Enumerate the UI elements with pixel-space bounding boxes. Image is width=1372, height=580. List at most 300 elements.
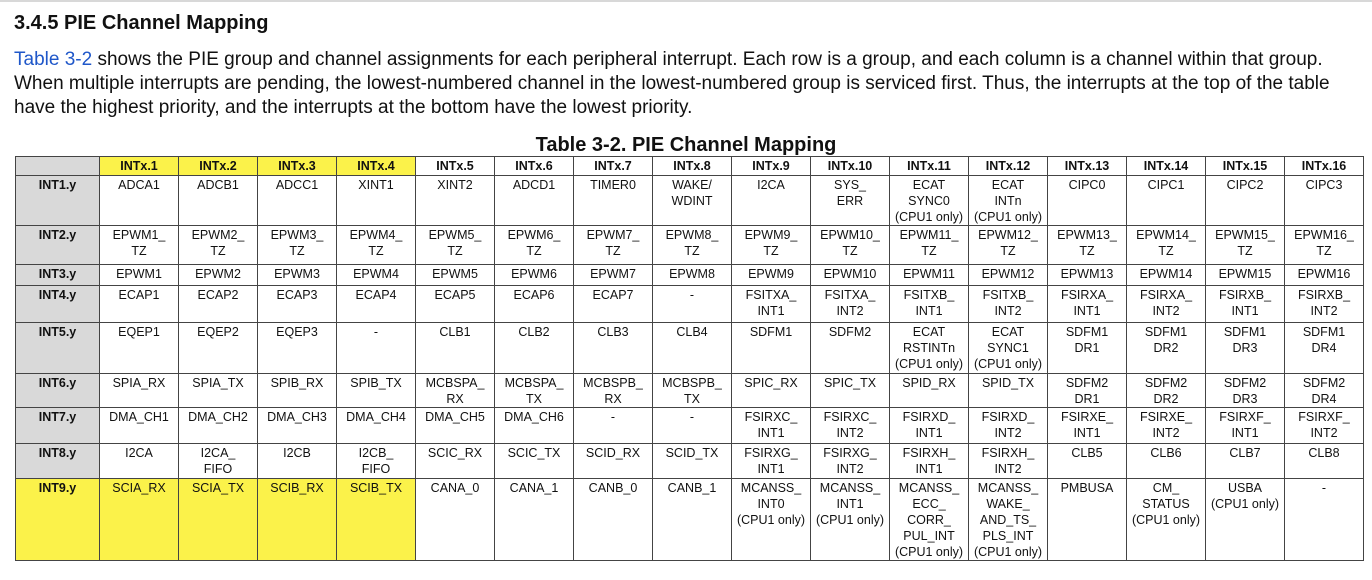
cell-text-line: CANA_0 [430,481,480,495]
table-row [16,408,1364,444]
cell-text-line: SPIA_TX [192,376,244,390]
table-row [16,176,1364,226]
cell-text-line: EPWM8_ [665,228,719,242]
table-cell [179,286,258,323]
cell-text-line: MCBSPA_ [504,376,564,390]
table-cell [890,176,969,226]
cell-text-line: EPWM13 [1060,267,1114,281]
table-cell [653,286,732,323]
cell-text-line: EPWM4_ [349,228,403,242]
cell-text-line: (CPU1 only) [736,513,806,527]
cell-text-line: I2CA [757,178,785,192]
column-header: INTx.9 [732,157,811,176]
cell-text-line: ECAT [991,325,1025,339]
cell-text-line: STATUS [1142,497,1190,511]
cell-text-line: SPIA_RX [112,376,166,390]
cell-text-line: DR2 [1153,341,1179,355]
cell-text-line: EPWM14_ [1136,228,1196,242]
cell-text-line: CLB4 [676,325,708,339]
cell-text-line: FSIRXA_ [1060,288,1114,302]
group-header-cell: INT3.y [16,265,100,286]
table-cell [732,176,811,226]
cell-text-line: FSIRXE_ [1060,410,1114,424]
cell-text-line: SPIC_RX [744,376,798,390]
cell-text-line: SPIB_RX [270,376,324,390]
cell-text-line: ECC_ [912,497,946,511]
table-cell [890,323,969,374]
cell-text-line: EPWM2_ [191,228,245,242]
cell-text-line: EPWM6_ [507,228,561,242]
cell-text-line: DR2 [1153,392,1179,406]
table-cell [179,444,258,479]
table-cell [653,444,732,479]
table-cell [495,286,574,323]
cell-text-line: MCANSS_ [740,481,802,495]
table-cell [811,479,890,561]
cell-text-line: EPWM1_ [112,228,166,242]
table-cell [258,226,337,265]
cell-text-line: FSITXB_ [982,288,1034,302]
table-cell [1206,286,1285,323]
cell-text-line: - [689,288,695,302]
cell-text-line: ERR [836,194,864,208]
group-header-cell: INT8.y [16,444,100,479]
cell-text-line: DMA_CH4 [346,410,406,424]
cell-text-line: CM_ [1152,481,1180,495]
cell-text-line: DMA_CH3 [267,410,327,424]
cell-text-line: DR4 [1311,341,1337,355]
cell-text-line: TZ [605,244,621,258]
cell-text-line: CLB1 [439,325,471,339]
table-cell [574,265,653,286]
table-cell [1206,265,1285,286]
column-header: INTx.12 [969,157,1048,176]
cell-text-line: (CPU1 only) [973,357,1043,371]
cell-text-line: TX [684,392,700,406]
table-link[interactable]: Table 3-2 [14,49,93,70]
table-cell [100,479,179,561]
cell-text-line: FSIRXH_ [902,446,956,460]
table-cell [1127,265,1206,286]
cell-text-line: EPWM11_ [899,228,959,242]
cell-text-line: EPWM1 [116,267,162,281]
table-cell [969,408,1048,444]
table-row [16,374,1364,408]
table-cell [100,265,179,286]
cell-text-line: INT1 [1073,304,1101,318]
table-cell [1285,374,1364,408]
table-cell [179,479,258,561]
cell-text-line: DR4 [1311,392,1337,406]
table-cell [258,265,337,286]
cell-text-line: EPWM3 [274,267,320,281]
cell-text-line: INT1 [757,304,785,318]
table-cell [337,176,416,226]
cell-text-line: SDFM1 [1302,325,1346,339]
table-corner-cell [16,157,100,176]
cell-text-line: FSIRXF_ [1219,410,1271,424]
table-cell [811,323,890,374]
table-cell [890,408,969,444]
section-heading: 3.4.5 PIE Channel Mapping [14,12,269,34]
cell-text-line: WAKE_ [986,497,1030,511]
table-cell [495,176,574,226]
table-cell [179,323,258,374]
cell-text-line: EPWM6 [511,267,557,281]
table-cell [890,265,969,286]
cell-text-line: TZ [289,244,305,258]
table-cell [732,286,811,323]
table-cell [1285,408,1364,444]
cell-text-line: DR1 [1074,392,1100,406]
table-cell [653,265,732,286]
column-header: INTx.16 [1285,157,1364,176]
table-cell [653,408,732,444]
table-cell [100,374,179,408]
table-cell [1206,479,1285,561]
table-cell [1285,479,1364,561]
cell-text-line: CLB2 [518,325,550,339]
cell-text-line: ADCA1 [118,178,160,192]
table-cell [416,408,495,444]
cell-text-line: INT2 [1152,304,1180,318]
cell-text-line: ADCB1 [197,178,239,192]
cell-text-line: INT0 [757,497,785,511]
cell-text-line: USBA [1227,481,1263,495]
cell-text-line: INT1 [1073,426,1101,440]
column-header: INTx.3 [258,157,337,176]
cell-text-line: SDFM2 [1144,376,1188,390]
cell-text-line: EPWM12_ [978,228,1038,242]
pie-channel-table [15,156,1364,561]
cell-text-line: TZ [763,244,779,258]
cell-text-line: EQEP2 [197,325,239,339]
table-cell [574,323,653,374]
column-header: INTx.2 [179,157,258,176]
table-cell [100,176,179,226]
table-cell [495,265,574,286]
cell-text-line: TIMER0 [590,178,636,192]
table-cell [969,176,1048,226]
cell-text-line: ECAP2 [197,288,239,302]
table-cell [811,408,890,444]
cell-text-line: ECAP1 [118,288,160,302]
group-header-cell: INT2.y [16,226,100,265]
cell-text-line: PMBUSA [1060,481,1114,495]
cell-text-line: CIPC3 [1305,178,1343,192]
group-header-cell: INT5.y [16,323,100,374]
table-cell [1048,479,1127,561]
table-cell [495,374,574,408]
table-cell [890,374,969,408]
table-cell [890,444,969,479]
cell-text-line: ECAP6 [513,288,555,302]
cell-text-line: SPIC_TX [823,376,877,390]
cell-text-line: (CPU1 only) [973,210,1043,224]
table-cell [100,444,179,479]
cell-text-line: FSIRXG_ [744,446,798,460]
cell-text-line: I2CB [283,446,311,460]
cell-text-line: I2CB_ [358,446,394,460]
column-header: INTx.5 [416,157,495,176]
cell-text-line: SYS_ [834,178,866,192]
table-cell [1048,176,1127,226]
cell-text-line: SCIC_RX [427,446,483,460]
table-cell [416,444,495,479]
table-cell [1127,479,1206,561]
cell-text-line: XINT2 [437,178,473,192]
cell-text-line: WAKE/ [672,178,712,192]
table-cell [1127,176,1206,226]
cell-text-line: ECAP5 [434,288,476,302]
paragraph-text: shows the PIE group and channel assignments for each peripheral interrupt. Each row is a group, and each column is a channel within that group. When multiple interrupts are pending, the lowest-numbered channel in the lowest-numbered group is serviced first. Thus, the interrupts at the top of the table have the highest priority, and the interrupts at the bottom have the lowest priority. [14,49,1330,118]
table-row [16,286,1364,323]
table-cell [811,286,890,323]
cell-text-line: FSIRXC_ [744,410,798,424]
cell-text-line: SCIC_TX [507,446,561,460]
cell-text-line: SDFM2 [1223,376,1267,390]
cell-text-line: EPWM15 [1218,267,1272,281]
cell-text-line: TZ [842,244,858,258]
cell-text-line: SDFM2 [1302,376,1346,390]
table-cell [811,265,890,286]
cell-text-line: - [373,325,379,339]
cell-text-line: INT1 [757,426,785,440]
table-cell [1206,444,1285,479]
cell-text-line: RX [446,392,464,406]
cell-text-line: MCANSS_ [819,481,881,495]
table-cell [1206,323,1285,374]
cell-text-line: CANA_1 [509,481,559,495]
table-cell [337,226,416,265]
table-cell [1048,444,1127,479]
cell-text-line: SDFM1 [749,325,793,339]
cell-text-line: I2CA [125,446,153,460]
cell-text-line: (CPU1 only) [1210,497,1280,511]
table-cell [574,226,653,265]
cell-text-line: (CPU1 only) [894,545,964,559]
cell-text-line: CLB7 [1229,446,1261,460]
cell-text-line: (CPU1 only) [894,210,964,224]
table-row [16,265,1364,286]
column-header: INTx.1 [100,157,179,176]
cell-text-line: EPWM10 [823,267,877,281]
table-cell [495,444,574,479]
cell-text-line: SCIB_RX [270,481,324,495]
cell-text-line: DMA_CH2 [188,410,248,424]
table-cell [337,408,416,444]
cell-text-line: MCBSPB_ [662,376,722,390]
cell-text-line: MCANSS_ [898,481,960,495]
cell-text-line: FSIRXB_ [1218,288,1272,302]
table-cell [258,176,337,226]
table-cell [100,323,179,374]
cell-text-line: EQEP3 [276,325,318,339]
table-cell [811,226,890,265]
cell-text-line: ECAP3 [276,288,318,302]
column-header: INTx.8 [653,157,732,176]
table-cell [574,374,653,408]
table-cell [179,408,258,444]
table-cell [890,226,969,265]
table-cell [258,444,337,479]
column-header: INTx.11 [890,157,969,176]
table-cell [337,479,416,561]
table-cell [732,265,811,286]
cell-text-line: SDFM2 [1065,376,1109,390]
table-cell [416,286,495,323]
cell-text-line: EPWM16_ [1294,228,1354,242]
cell-text-line: WDINT [671,194,713,208]
cell-text-line: DR3 [1232,392,1258,406]
cell-text-line: SDFM1 [1065,325,1109,339]
cell-text-line: EPWM7 [590,267,636,281]
cell-text-line: FSIRXB_ [1297,288,1351,302]
table-cell [1285,286,1364,323]
cell-text-line: EPWM9_ [744,228,798,242]
cell-text-line: FSITXA_ [745,288,797,302]
table-row [16,323,1364,374]
cell-text-line: CORR_ [907,513,951,527]
cell-text-line: INT1 [757,462,785,476]
cell-text-line: INT1 [1231,304,1259,318]
cell-text-line: SYNC1 [987,341,1029,355]
cell-text-line: AND_TS_ [979,513,1037,527]
table-cell [1127,323,1206,374]
cell-text-line: INTn [994,194,1022,208]
cell-text-line: INT2 [1152,426,1180,440]
group-header-cell: INT4.y [16,286,100,323]
cell-text-line: INT2 [836,462,864,476]
cell-text-line: SDFM1 [1144,325,1188,339]
table-cell [969,286,1048,323]
table-cell [495,479,574,561]
table-cell [574,176,653,226]
group-header-cell: INT9.y [16,479,100,561]
cell-text-line: SCID_RX [585,446,641,460]
table-cell [337,286,416,323]
cell-text-line: FIFO [361,462,391,476]
cell-text-line: RSTINTn [902,341,956,355]
cell-text-line: CANB_0 [588,481,638,495]
table-cell [969,374,1048,408]
table-cell [1127,408,1206,444]
table-cell [811,444,890,479]
cell-text-line: EPWM9 [748,267,794,281]
cell-text-line: EPWM12 [981,267,1035,281]
cell-text-line: INT1 [1231,426,1259,440]
table-cell [732,323,811,374]
table-cell [258,286,337,323]
table-cell [1285,265,1364,286]
table-cell [1206,226,1285,265]
cell-text-line: SPIB_TX [350,376,402,390]
cell-text-line: INT1 [915,304,943,318]
cell-text-line: TX [526,392,542,406]
table-cell [179,226,258,265]
table-cell [179,265,258,286]
cell-text-line: EPWM8 [669,267,715,281]
cell-text-line: FSIRXH_ [981,446,1035,460]
table-cell [732,479,811,561]
table-cell [732,374,811,408]
table-cell [416,176,495,226]
cell-text-line: EPWM10_ [820,228,880,242]
table-cell [1285,176,1364,226]
table-cell [969,479,1048,561]
cell-text-line: EPWM4 [353,267,399,281]
cell-text-line: CIPC0 [1068,178,1106,192]
table-cell [1127,444,1206,479]
table-cell [574,479,653,561]
cell-text-line: FIFO [203,462,233,476]
cell-text-line: DMA_CH1 [109,410,169,424]
table-cell [574,408,653,444]
cell-text-line: ECAP4 [355,288,397,302]
cell-text-line: MCBSPB_ [583,376,643,390]
table-cell [653,479,732,561]
table-cell [1127,286,1206,323]
column-header: INTx.14 [1127,157,1206,176]
table-cell [258,323,337,374]
cell-text-line: CLB3 [597,325,629,339]
cell-text-line: FSIRXA_ [1139,288,1193,302]
cell-text-line: INT2 [1310,304,1338,318]
cell-text-line: MCANSS_ [977,481,1039,495]
cell-text-line: SCIB_TX [349,481,403,495]
cell-text-line: - [1321,481,1327,495]
cell-text-line: EPWM14 [1139,267,1193,281]
table-cell [337,265,416,286]
cell-text-line: ECAT [912,178,946,192]
cell-text-line: XINT1 [358,178,394,192]
table-cell [1048,323,1127,374]
cell-text-line: EPWM7_ [586,228,640,242]
cell-text-line: SDFM1 [1223,325,1267,339]
table-cell [653,374,732,408]
cell-text-line: TZ [447,244,463,258]
table-cell [495,408,574,444]
table-cell [811,176,890,226]
table-cell [1048,286,1127,323]
cell-text-line: DR1 [1074,341,1100,355]
top-border [0,0,1372,2]
table-caption: Table 3-2. PIE Channel Mapping [535,134,837,156]
column-header: INTx.4 [337,157,416,176]
table-cell [258,408,337,444]
cell-text-line: CLB6 [1150,446,1182,460]
table-cell [1127,226,1206,265]
cell-text-line: INT2 [836,426,864,440]
table-cell [495,226,574,265]
cell-text-line: INT2 [836,304,864,318]
cell-text-line: CANB_1 [667,481,717,495]
table-cell [1206,374,1285,408]
table-cell [732,444,811,479]
table-cell [969,226,1048,265]
cell-text-line: EPWM11 [903,267,955,281]
cell-text-line: (CPU1 only) [1131,513,1201,527]
description-paragraph [14,48,1364,120]
table-cell [574,444,653,479]
table-cell [1048,408,1127,444]
cell-text-line: - [610,410,616,424]
cell-text-line: ECAT [912,325,946,339]
cell-text-line: TZ [1000,244,1016,258]
table-cell [969,265,1048,286]
cell-text-line: SDFM2 [828,325,872,339]
table-cell [1206,408,1285,444]
